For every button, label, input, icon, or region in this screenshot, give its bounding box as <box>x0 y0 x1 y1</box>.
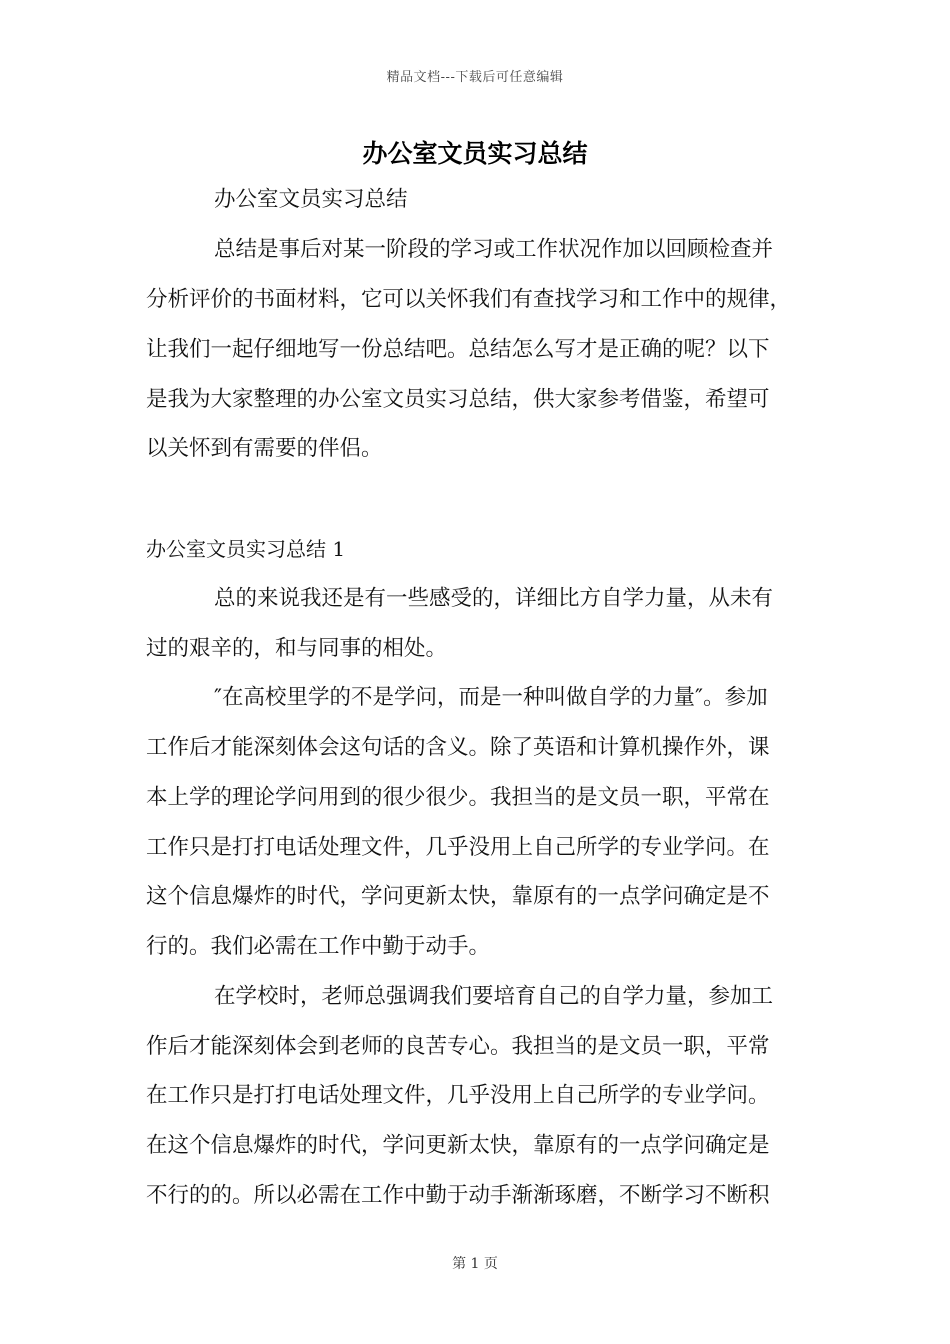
paragraph-line: 不行的的。所以必需在工作中勤于动手渐渐琢磨，不断学习不断积 <box>146 1183 770 1208</box>
paragraph-line: 工作后才能深刻体会这句话的含义。除了英语和计算机操作外，课 <box>146 735 770 760</box>
paragraph-line: 作后才能深刻体会到老师的良苦专心。我担当的是文员一职，平常 <box>146 1034 770 1059</box>
paragraph-line: 在这个信息爆炸的时代，学问更新太快，靠原有的一点学问确定是 <box>146 1133 770 1158</box>
paragraph-line: 分析评价的书面材料，它可以关怀我们有查找学习和工作中的规律， <box>146 287 792 312</box>
paragraph-line: 总的来说我还是有一些感受的，详细比方自学力量，从未有 <box>214 586 774 611</box>
paragraph-line: 在学校时，老师总强调我们要培育自己的自学力量，参加工 <box>214 984 774 1009</box>
document-title: 办公室文员实习总结 <box>362 139 588 168</box>
paragraph-line: 让我们一起仔细地写一份总结吧。总结怎么写才是正确的呢？以下 <box>146 337 770 362</box>
paragraph-line: ″在高校里学的不是学问，而是一种叫做自学的力量″。参加 <box>214 685 768 710</box>
paragraph-line: 在工作只是打打电话处理文件，几乎没用上自己所学的专业学问。 <box>146 1083 770 1108</box>
paragraph-line: 总结是事后对某一阶段的学习或工作状况作加以回顾检查并 <box>214 237 774 262</box>
paragraph-line: 过的艰辛的，和与同事的相处。 <box>146 636 448 661</box>
paragraph-line: 以关怀到有需要的伴侣。 <box>146 436 383 461</box>
subtitle-line: 办公室文员实习总结 <box>214 187 408 212</box>
section-heading: 办公室文员实习总结 1 <box>146 537 346 561</box>
paragraph-line: 本上学的理论学问用到的很少很少。我担当的是文员一职，平常在 <box>146 785 770 810</box>
paragraph-line: 行的。我们必需在工作中勤于动手。 <box>146 934 491 959</box>
paragraph-line: 这个信息爆炸的时代，学问更新太快，靠原有的一点学问确定是不 <box>146 884 770 909</box>
page-number: 第 1 页 <box>452 1256 498 1272</box>
paragraph-line: 是我为大家整理的办公室文员实习总结，供大家参考借鉴，希望可 <box>146 387 770 412</box>
paragraph-line: 工作只是打打电话处理文件，几乎没用上自己所学的专业学问。在 <box>146 835 770 860</box>
header-note: 精品文档---下载后可任意编辑 <box>386 70 564 85</box>
